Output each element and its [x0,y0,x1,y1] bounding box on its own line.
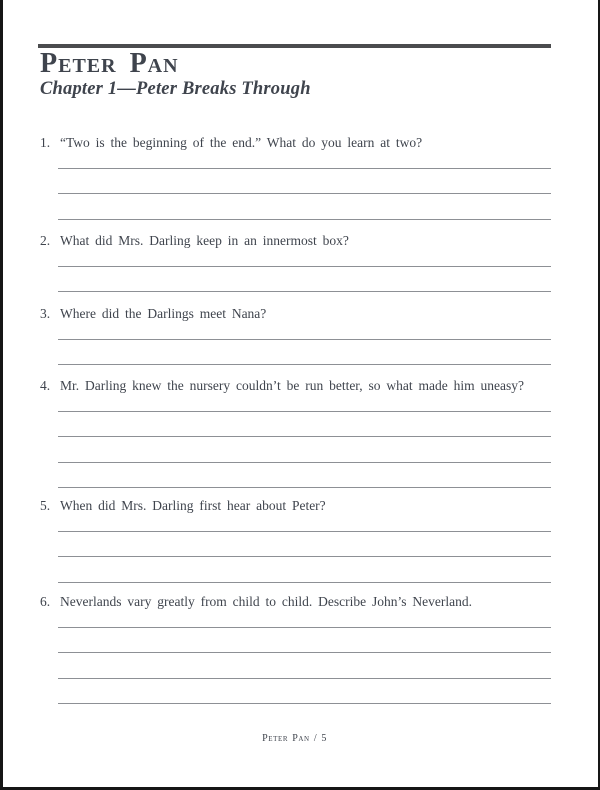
footer-page-number: 5 [321,733,327,744]
page-footer [38,733,551,744]
question-number: 3. [40,306,51,321]
answer-line [58,267,551,293]
question-row [40,304,551,323]
answer-lines [58,143,551,220]
footer-book-title: Peter Pan [262,733,310,744]
question-text: Where did the Darlings meet Nana? [60,306,267,321]
answer-line [58,463,551,489]
answer-line [58,557,551,583]
answer-line [58,194,551,220]
question-text: Neverlands vary greatly from child to child. Describe John’s Neverland. [60,594,473,609]
question-number: 6. [40,594,51,609]
answer-lines [58,506,551,583]
answer-line [58,412,551,438]
answer-line [58,340,551,366]
question-text: What did Mrs. Darling keep in an innermost box? [60,233,349,248]
answer-line [58,628,551,654]
question-row [40,592,551,611]
question-number: 1. [40,135,51,150]
question-block [40,304,551,365]
question-text: “Two is the beginning of the end.” What do you learn at two? [60,135,423,150]
answer-line [58,653,551,679]
question-row [40,133,551,152]
chapter-heading: Chapter 1—Peter Breaks Through [40,79,311,99]
question-block [40,496,551,583]
answer-line [58,169,551,195]
question-number: 4. [40,378,51,393]
question-block [40,376,551,488]
answer-line [58,532,551,558]
question-block [40,592,551,704]
question-row [40,231,551,250]
book-title: Peter Pan [40,48,179,79]
question-text: Mr. Darling knew the nursery couldn’t be run better, so what made him uneasy? [60,378,524,393]
question-block [40,231,551,292]
scan-edge-left [0,0,3,790]
question-number: 2. [40,233,51,248]
question-number: 5. [40,498,51,513]
answer-lines [58,602,551,704]
answer-line [58,679,551,705]
question-row [40,376,551,395]
question-row [40,496,551,515]
answer-line [58,437,551,463]
question-block [40,133,551,220]
question-text: When did Mrs. Darling first hear about Peter? [60,498,326,513]
answer-lines [58,386,551,488]
footer-separator: / [313,733,318,744]
